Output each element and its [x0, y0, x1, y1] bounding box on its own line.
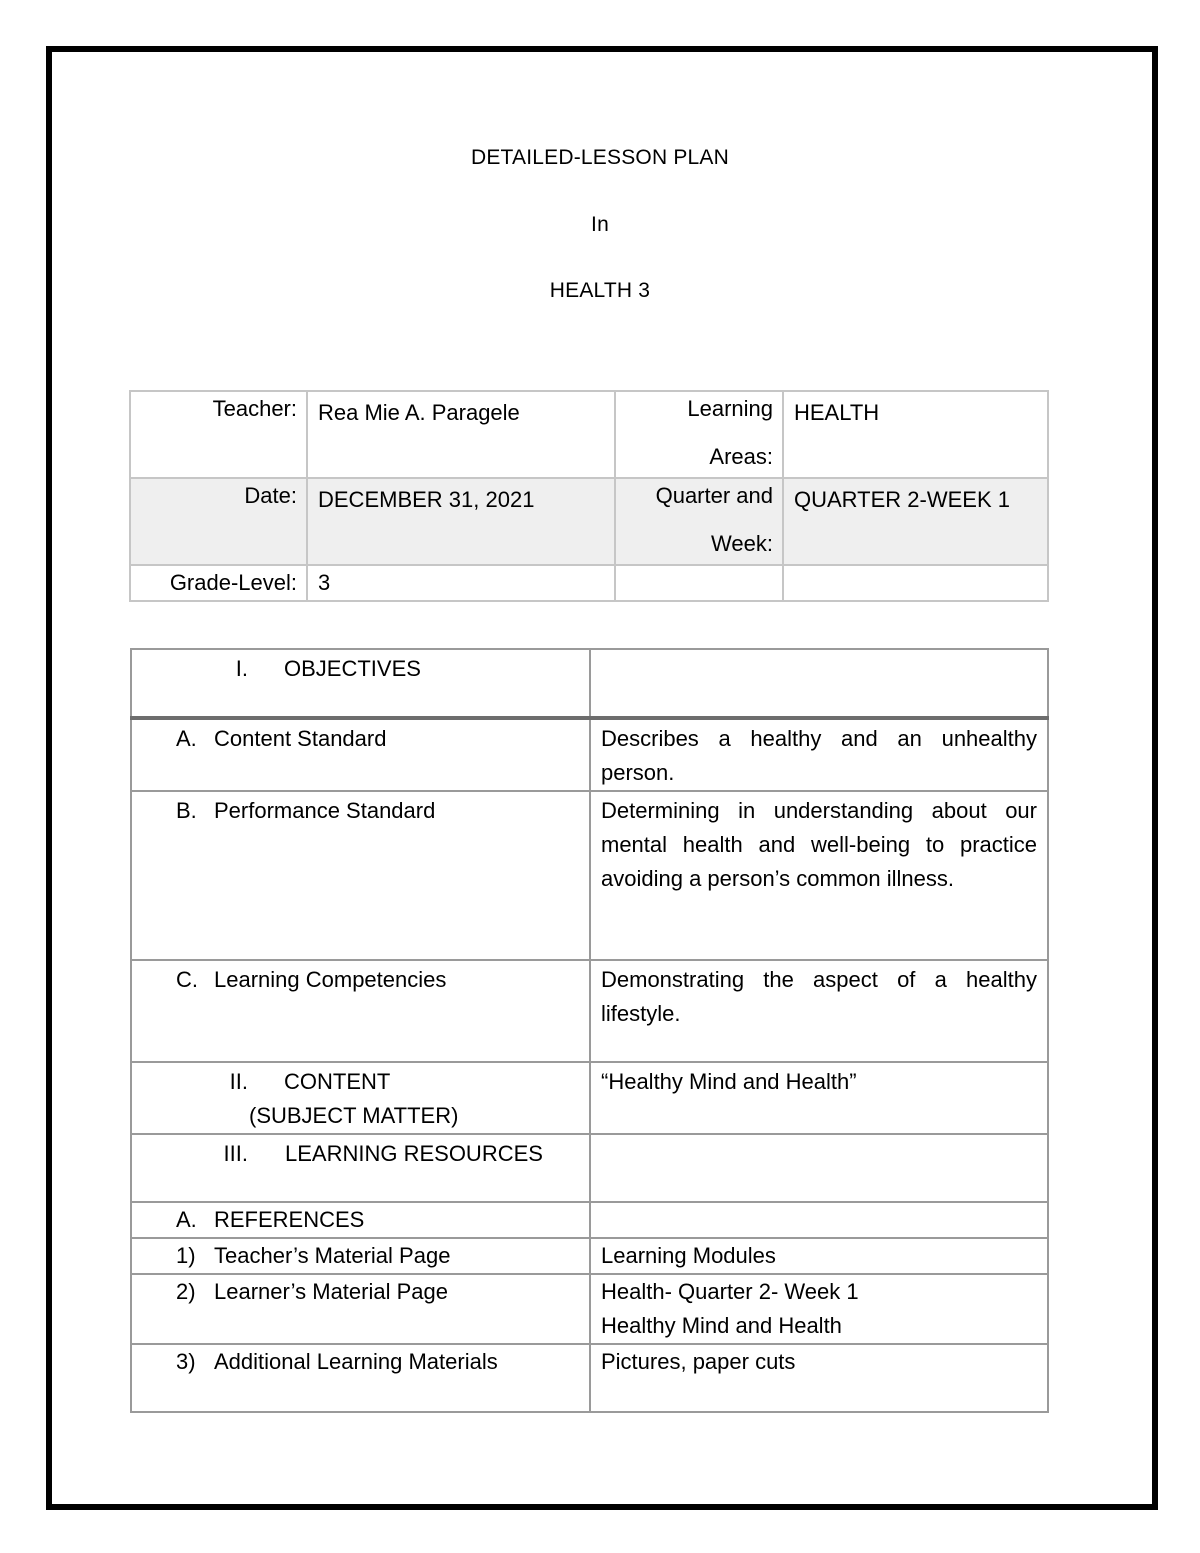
date-label: Date:	[130, 478, 307, 565]
row-content	[131, 1062, 1048, 1134]
lesson-plan-table	[130, 648, 1049, 1413]
performance-standard-value: Determining in understanding about our mental health and well-being to practice avoiding a person’s common illness.	[590, 791, 1048, 960]
date-value: DECEMBER 31, 2021	[307, 478, 615, 565]
performance-standard-cell	[131, 791, 590, 960]
row-additional-materials	[131, 1344, 1048, 1412]
learner-material-value-line2: Healthy Mind and Health	[601, 1313, 842, 1338]
performance-standard-label: Performance Standard	[214, 798, 436, 823]
resources-number: III.	[223, 1141, 248, 1166]
quarter-value: QUARTER 2-WEEK 1	[783, 478, 1048, 565]
row-learning-resources	[131, 1134, 1048, 1202]
learning-areas-value: HEALTH	[783, 391, 1048, 478]
content-sub-label: (SUBJECT MATTER)	[249, 1103, 459, 1128]
row-learning-competencies	[131, 960, 1048, 1062]
info-row-date	[130, 478, 1048, 565]
content-label: CONTENT	[284, 1069, 391, 1094]
teacher-material-label: Teacher’s Material Page	[214, 1243, 451, 1268]
teacher-material-cell	[131, 1238, 590, 1274]
content-number: II.	[229, 1069, 248, 1094]
objectives-value	[590, 649, 1048, 718]
content-standard-cell	[131, 718, 590, 791]
document-title: DETAILED-LESSON PLAN	[470, 146, 730, 169]
teacher-material-value: Learning Modules	[590, 1238, 1048, 1274]
learner-material-label: Learner’s Material Page	[214, 1279, 448, 1304]
teacher-material-mark: 1)	[176, 1243, 196, 1268]
content-value: “Healthy Mind and Health”	[590, 1062, 1048, 1134]
empty-cell	[615, 565, 783, 601]
competencies-label: Learning Competencies	[214, 967, 447, 992]
empty-cell	[783, 565, 1048, 601]
competencies-cell	[131, 960, 590, 1062]
additional-label: Additional Learning Materials	[214, 1349, 498, 1374]
resources-label: LEARNING RESOURCES	[285, 1141, 543, 1166]
references-label: REFERENCES	[214, 1207, 365, 1232]
content-standard-label: Content Standard	[214, 726, 387, 751]
learning-areas-label-line2: Areas:	[709, 444, 773, 469]
objectives-heading	[131, 649, 590, 718]
content-standard-value: Describes a healthy and an unhealthy person.	[590, 718, 1048, 791]
row-references	[131, 1202, 1048, 1238]
resources-heading	[131, 1134, 590, 1202]
document-title-in: In	[591, 213, 609, 236]
quarter-label	[615, 478, 783, 565]
row-performance-standard	[131, 791, 1048, 960]
references-value	[590, 1202, 1048, 1238]
learner-material-value-line1: Health- Quarter 2- Week 1	[601, 1279, 859, 1304]
references-cell	[131, 1202, 590, 1238]
quarter-label-line1: Quarter and	[655, 483, 773, 508]
objectives-number: I.	[235, 656, 248, 681]
info-row-teacher	[130, 391, 1048, 478]
learner-material-mark: 2)	[176, 1279, 196, 1304]
competencies-mark: C.	[176, 967, 198, 992]
content-heading	[131, 1062, 590, 1134]
info-table	[129, 390, 1049, 602]
performance-standard-mark: B.	[176, 798, 197, 823]
competencies-value: Demonstrating the aspect of a healthy lifestyle.	[590, 960, 1048, 1062]
objectives-label: OBJECTIVES	[284, 656, 421, 681]
quarter-label-line2: Week:	[711, 531, 773, 556]
learner-material-cell	[131, 1274, 590, 1344]
row-objectives	[131, 649, 1048, 718]
row-teacher-material	[131, 1238, 1048, 1274]
grade-value: 3	[307, 565, 615, 601]
row-learner-material	[131, 1274, 1048, 1344]
resources-value	[590, 1134, 1048, 1202]
learning-areas-label	[615, 391, 783, 478]
learning-areas-label-line1: Learning	[687, 396, 773, 421]
row-content-standard	[131, 718, 1048, 791]
document-subject: HEALTH 3	[549, 279, 651, 302]
teacher-label: Teacher:	[130, 391, 307, 478]
additional-mark: 3)	[176, 1349, 196, 1374]
grade-label: Grade-Level:	[130, 565, 307, 601]
additional-value: Pictures, paper cuts	[590, 1344, 1048, 1412]
info-row-grade	[130, 565, 1048, 601]
teacher-value: Rea Mie A. Paragele	[307, 391, 615, 478]
references-mark: A.	[176, 1207, 197, 1232]
content-standard-mark: A.	[176, 726, 197, 751]
additional-materials-cell	[131, 1344, 590, 1412]
learner-material-value	[590, 1274, 1048, 1344]
